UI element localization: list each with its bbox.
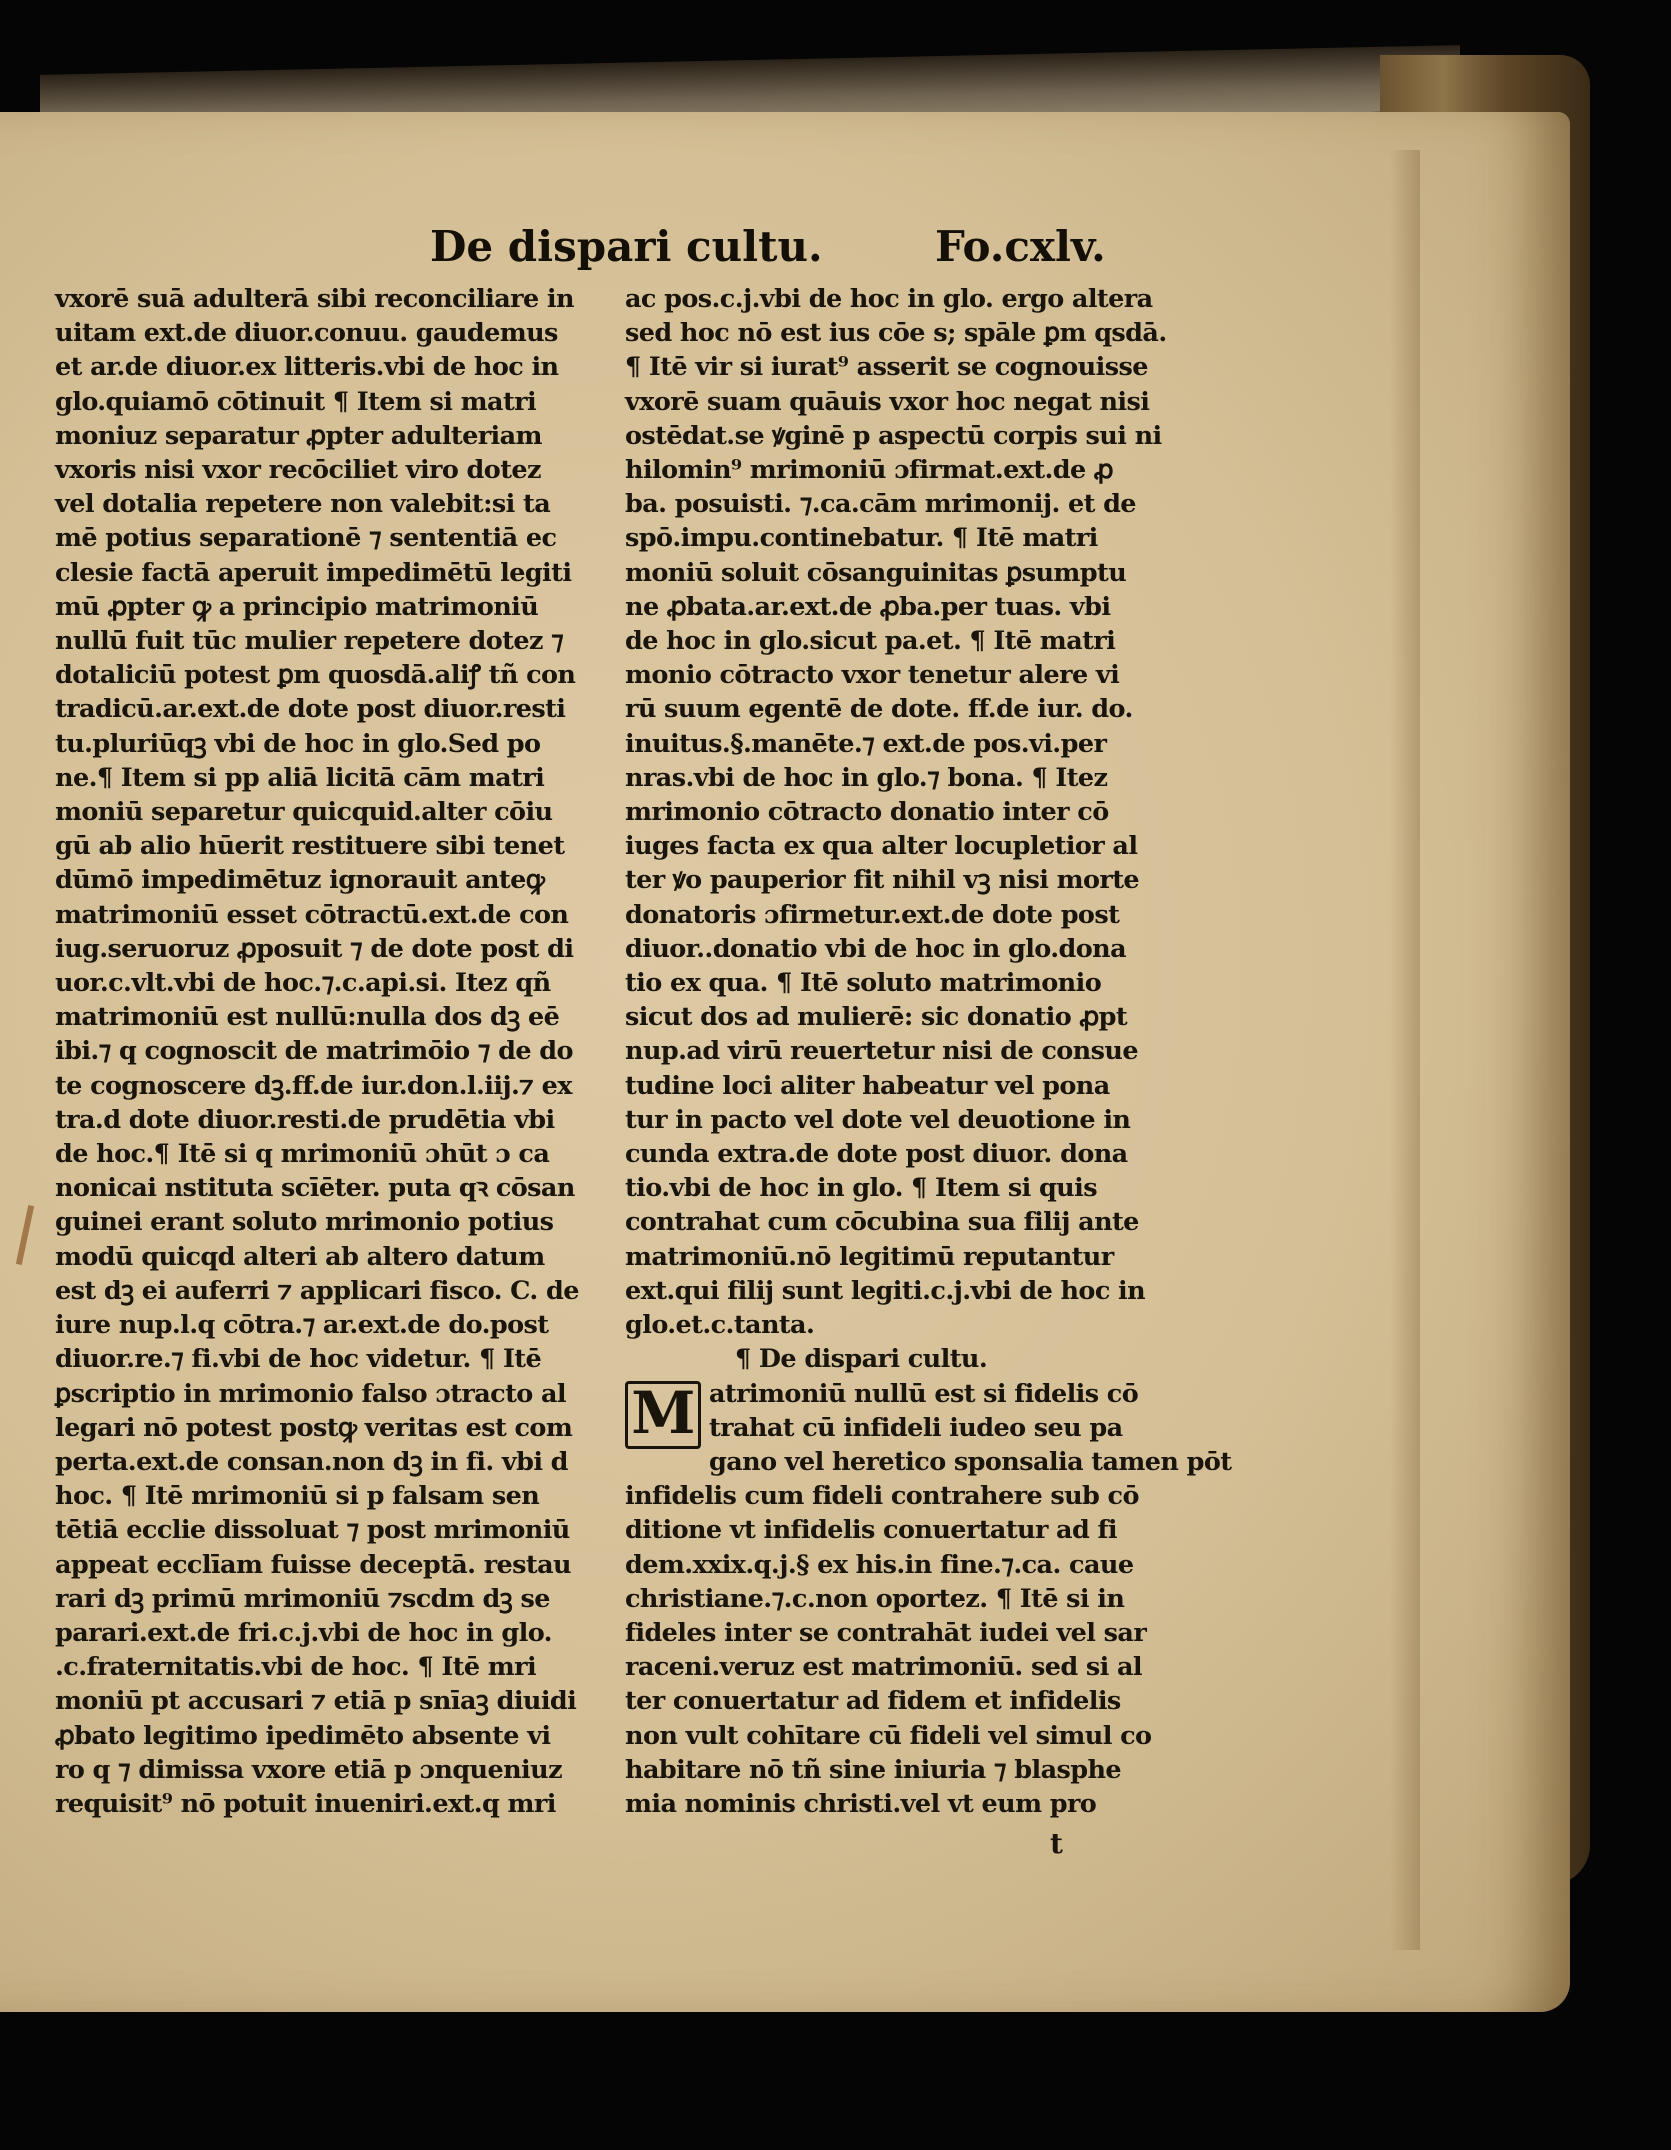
text-line: legari nō potest postꝙ veritas est com xyxy=(55,1412,573,1443)
text-line: est dꝫ ei auferri ⁊ applicari fisco. C. de xyxy=(55,1275,579,1306)
text-line: contrahat cum cōcubina sua filij ante xyxy=(625,1207,1139,1238)
text-line: moniū pt accusari ⁊ etiā p snīaꝫ diuidi xyxy=(55,1686,577,1717)
text-line: parari.ext.de fri.c.j.vbi de hoc in glo. xyxy=(55,1617,552,1648)
text-line: tur in pacto vel dote vel deuotione in xyxy=(625,1104,1131,1135)
text-line: tio ex qua. ¶ Itē soluto matrimonio xyxy=(625,968,1102,999)
text-line: dotaliciū potest ꝑm quosdā.aliꝭ tñ con xyxy=(55,660,576,691)
text-line: clesie factā aperuit impedimētū legiti xyxy=(55,557,572,588)
text-line: uor.c.vlt.vbi de hoc.⁊.c.api.si. Itez qñ xyxy=(55,968,551,999)
text-line: glo.et.c.tanta. xyxy=(625,1310,815,1341)
text-line: ne.¶ Item si pp aliā licitā cām matri xyxy=(55,762,545,793)
text-line: tio.vbi de hoc in glo. ¶ Item si quis xyxy=(625,1173,1097,1204)
text-line: matrimoniū est nullū:nulla dos dꝫ eē xyxy=(55,1002,560,1033)
text-line: requisit⁹ nō potuit inueniri.ext.q mri xyxy=(55,1788,556,1819)
text-line: perta.ext.de consan.non dꝫ in fi. vbi d xyxy=(55,1446,568,1477)
text-line: gano vel heretico sponsalia tamen pōt xyxy=(709,1446,1232,1477)
decorated-initial: M xyxy=(625,1381,701,1449)
text-line: gū ab alio hūerit restituere sibi tenet xyxy=(55,831,565,862)
text-line: inuitus.§.manēte.⁊ ext.de pos.vi.per xyxy=(625,728,1107,759)
text-line: vxorē suam quāuis vxor hoc negat nisi xyxy=(625,386,1150,417)
text-line: guinei erant soluto mrimonio potius xyxy=(55,1207,554,1238)
text-line: vxoris nisi vxor recōciliet viro dotez xyxy=(55,455,541,486)
text-line: ditione vt infidelis conuertatur ad fi xyxy=(625,1515,1117,1546)
text-line: iuges facta ex qua alter locupletior al xyxy=(625,831,1138,862)
text-line: vxorē suā adulterā sibi reconciliare in xyxy=(55,284,574,314)
text-line: infidelis cum fideli contrahere sub cō xyxy=(625,1481,1139,1512)
text-line: donatoris ɔfirmetur.ext.de dote post xyxy=(625,899,1120,930)
text-line: uitam ext.de diuor.conuu. gaudemus xyxy=(55,318,558,349)
text-line: ne ꝓbata.ar.ext.de ꝓba.per tuas. vbi xyxy=(625,591,1111,622)
text-line: tradicū.ar.ext.de dote post diuor.resti xyxy=(55,694,566,725)
text-line: trahat cū infideli iudeo seu pa xyxy=(709,1412,1123,1443)
text-line: tra.d dote diuor.resti.de prudētia vbi xyxy=(55,1104,555,1135)
text-line: moniū soluit cōsanguinitas ꝑsumptu xyxy=(625,557,1127,588)
section-body xyxy=(625,1377,1232,1822)
text-line: modū quicqd alteri ab altero datum xyxy=(55,1241,545,1272)
text-line: habitare nō tñ sine iniuria ⁊ blasphe xyxy=(625,1754,1122,1785)
right-column xyxy=(625,282,1232,1821)
text-line: non vult cohītare cū fideli vel simul co xyxy=(625,1720,1152,1751)
text-line: christiane.⁊.c.non oportez. ¶ Itē si in xyxy=(625,1583,1125,1614)
section-heading: ¶ De dispari cultu. xyxy=(735,1344,988,1375)
text-line: dem.xxix.q.j.§ ex his.in fine.⁊.ca. caue xyxy=(625,1549,1134,1580)
text-line: diuor.re.⁊ fi.vbi de hoc videtur. ¶ Itē xyxy=(55,1344,542,1375)
text-line: .c.fraternitatis.vbi de hoc. ¶ Itē mri xyxy=(55,1652,537,1683)
text-line: nras.vbi de hoc in glo.⁊ bona. ¶ Itez xyxy=(625,762,1108,793)
right-column-text xyxy=(625,282,1170,1342)
text-line: ter conuertatur ad fidem et infidelis xyxy=(625,1686,1121,1717)
text-line: spō.impu.continebatur. ¶ Itē matri xyxy=(625,523,1098,554)
text-line: te cognoscere dꝫ.ff.de iur.don.l.iij.⁊ ex xyxy=(55,1070,572,1101)
text-line: nullū fuit tūc mulier repetere dotez ⁊ xyxy=(55,626,564,657)
text-line: nonicai nstituta scīēter. puta qꝛ cōsan xyxy=(55,1173,575,1204)
text-line: hilomin⁹ mrimoniū ɔfirmat.ext.de ꝓ xyxy=(625,455,1114,486)
text-line: vel dotalia repetere non valebit:si ta xyxy=(55,489,551,520)
text-line: ¶ Itē vir si iurat⁹ asserit se cognouisse xyxy=(625,352,1148,383)
text-line: ba. posuisti. ⁊.ca.cām mrimonij. et de xyxy=(625,489,1136,520)
text-line: rari dꝫ primū mrimoniū ⁊scdm dꝫ se xyxy=(55,1583,550,1614)
text-line: ter ꝟo pauperior fit nihil vꝫ nisi morte xyxy=(625,865,1140,896)
text-line: ꝑscriptio in mrimonio falso ɔtracto al xyxy=(55,1378,566,1409)
text-line: raceni.veruz est matrimoniū. sed si al xyxy=(625,1652,1142,1683)
text-line: ꝓbato legitimo ipedimēto absente vi xyxy=(55,1720,551,1751)
text-line: moniū separetur quicquid.alter cōiu xyxy=(55,797,553,828)
text-line: ibi.⁊ q cognoscit de matrimōio ⁊ de do xyxy=(55,1036,573,1067)
text-line: iure nup.l.q cōtra.⁊ ar.ext.de do.post xyxy=(55,1310,549,1341)
text-line: mrimonio cōtracto donatio inter cō xyxy=(625,797,1109,828)
text-line: atrimoniū nullū est si fidelis cō xyxy=(709,1378,1139,1409)
text-line: cunda extra.de dote post diuor. dona xyxy=(625,1139,1128,1170)
running-title: De dispari cultu. xyxy=(430,222,823,271)
text-line: sed hoc nō est ius cōe s; spāle ꝑm qsdā. xyxy=(625,318,1167,349)
text-line: et ar.de diuor.ex litteris.vbi de hoc in xyxy=(55,352,559,383)
signature-mark: t xyxy=(1050,1827,1063,1860)
text-line: diuor..donatio vbi de hoc in glo.dona xyxy=(625,933,1127,964)
text-line: nup.ad virū reuertetur nisi de consue xyxy=(625,1036,1138,1067)
text-line: mē potius separationē ⁊ sententiā ec xyxy=(55,523,557,554)
text-line: ro q ⁊ dimissa vxore etiā p ɔnqueniuz xyxy=(55,1754,562,1785)
text-line: appeat ecclīam fuisse deceptā. restau xyxy=(55,1549,571,1580)
text-line: tētiā ecclie dissoluat ⁊ post mrimoniū xyxy=(55,1515,570,1546)
text-line: rū suum egentē de dote. ff.de iur. do. xyxy=(625,694,1133,725)
text-line: matrimoniū esset cōtractū.ext.de con xyxy=(55,899,569,930)
text-line: glo.quiamō cōtinuit ¶ Item si matri xyxy=(55,386,537,417)
text-line: tu.pluriūqꝫ vbi de hoc in glo.Sed po xyxy=(55,728,541,759)
text-line: mia nominis christi.vel vt eum pro xyxy=(625,1788,1097,1819)
text-line: de hoc.¶ Itē si q mrimoniū ɔhūt ɔ ca xyxy=(55,1139,550,1170)
text-line: de hoc in glo.sicut pa.et. ¶ Itē matri xyxy=(625,626,1116,657)
text-line: ext.qui filij sunt legiti.c.j.vbi de hoc in xyxy=(625,1275,1146,1306)
text-line: hoc. ¶ Itē mrimoniū si p falsam sen xyxy=(55,1481,540,1512)
text-line: moniuz separatur ꝓpter adulteriam xyxy=(55,420,542,451)
text-line: ac pos.c.j.vbi de hoc in glo. ergo altera xyxy=(625,284,1153,314)
text-line: iug.seruoruz ꝓposuit ⁊ de dote post di xyxy=(55,933,574,964)
text-line: ostēdat.se ꝟginē p aspectū corpis sui ni xyxy=(625,420,1162,451)
text-line: monio cōtracto vxor tenetur alere vi xyxy=(625,660,1120,691)
left-column xyxy=(55,282,595,1821)
text-line: fideles inter se contrahāt iudei vel sar xyxy=(625,1617,1147,1648)
folio-number: Fo.cxlv. xyxy=(935,222,1106,271)
text-line: tudine loci aliter habeatur vel pona xyxy=(625,1070,1110,1101)
section-lines xyxy=(625,1377,1232,1822)
text-line: dūmō impedimētuz ignorauit anteꝙ xyxy=(55,865,545,896)
page-header xyxy=(0,222,1570,282)
text-line: matrimoniū.nō legitimū reputantur xyxy=(625,1241,1114,1272)
text-line: mū ꝓpter ꝙ a principio matrimoniū xyxy=(55,591,539,622)
text-line: sicut dos ad mulierē: sic donatio ꝓpt xyxy=(625,1002,1127,1033)
page-shadow xyxy=(1390,150,1420,1950)
